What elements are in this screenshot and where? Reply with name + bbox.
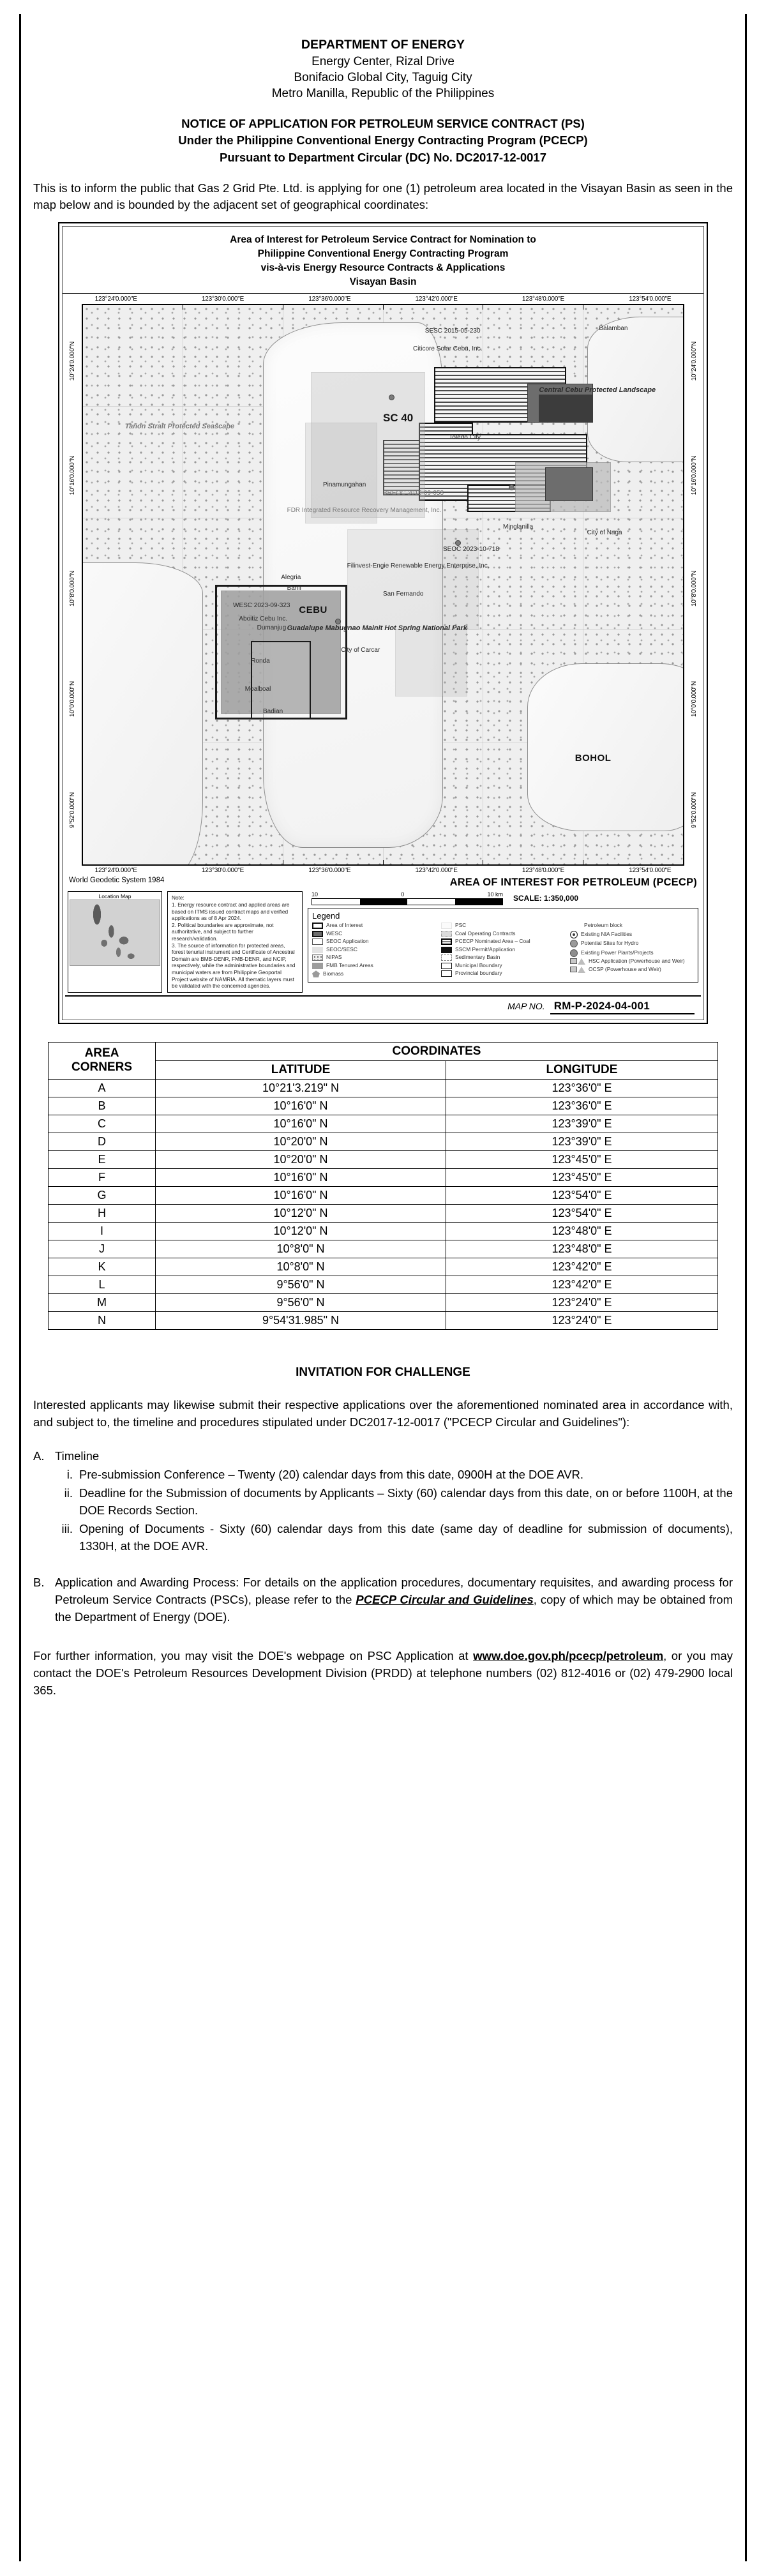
section-a-heading xyxy=(33,1447,733,1465)
section-b-text xyxy=(55,1574,733,1625)
legend-item xyxy=(570,949,694,957)
legend-label: Municipal Boundary xyxy=(455,961,502,968)
legend-item xyxy=(570,931,694,938)
legend-item xyxy=(570,958,694,965)
lon-tick: 123°24'0.000"E xyxy=(94,867,137,875)
cell-corner: D xyxy=(49,1133,156,1150)
letterhead xyxy=(33,37,733,102)
table-row xyxy=(49,1258,718,1276)
list-marker: iii. xyxy=(61,1521,73,1535)
pcecp-guidelines-link[interactable]: PCECP Circular and Guidelines xyxy=(356,1592,534,1606)
map-annotation-cebu: CEBU xyxy=(299,604,327,615)
legend-item xyxy=(441,938,565,945)
map-annotation: Guadalupe Mabugnao Mainit Hot Spring National Park xyxy=(287,624,467,632)
location-map xyxy=(68,891,162,993)
lon-tick: 123°48'0.000"E xyxy=(522,867,565,875)
list-item xyxy=(55,1520,733,1555)
municipal-boundary-swatch-icon xyxy=(441,963,452,969)
cell-longitude: 123°24'0" E xyxy=(446,1293,718,1311)
cell-latitude: 9°56'0" N xyxy=(156,1276,446,1293)
location-map-thumbnail xyxy=(70,900,160,966)
table-row xyxy=(49,1186,718,1204)
cell-longitude: 123°48'0" E xyxy=(446,1222,718,1240)
section-a-title: Timeline xyxy=(55,1449,100,1463)
cell-corner: G xyxy=(49,1186,156,1204)
cell-longitude: 123°42'0" E xyxy=(446,1258,718,1276)
lat-tick: 10°8'0.000"N xyxy=(690,570,698,606)
legend-item xyxy=(312,938,436,945)
notice-line-2: Under the Philippine Conventional Energy Contracting Program (PCECP) xyxy=(178,133,588,147)
map-latitude-axis-left xyxy=(63,304,82,866)
map-annotation: Moalboal xyxy=(244,685,271,693)
map-latitude-axis-right xyxy=(684,304,703,866)
cell-corner: A xyxy=(49,1079,156,1097)
map-annotation: Tañon Strait Protected Seascape xyxy=(124,423,235,431)
map-annotation: Balamban xyxy=(599,324,628,332)
pcecp-coal-swatch-icon xyxy=(441,938,452,945)
map-figure xyxy=(58,222,708,1024)
timeline-list xyxy=(55,1466,733,1555)
map-annotation: Citicore Solar Cebu, Inc. xyxy=(413,345,483,353)
header-corners: CORNERS xyxy=(71,1060,132,1074)
awarding-section xyxy=(33,1574,733,1625)
section-b-marker: B. xyxy=(33,1575,45,1589)
address-line-2: Bonifacio Global City, Taguig City xyxy=(294,70,472,84)
table-row xyxy=(49,1276,718,1293)
address-line-1: Energy Center, Rizal Drive xyxy=(312,54,454,68)
lon-tick: 123°42'0.000"E xyxy=(415,867,458,875)
scale-row xyxy=(308,891,698,905)
table-header-row xyxy=(49,1042,718,1060)
cell-longitude: 123°42'0" E xyxy=(446,1276,718,1293)
scalebar-left: 10 xyxy=(312,891,319,898)
facility-marker-icon xyxy=(509,485,514,490)
legend-item xyxy=(312,947,436,953)
sscm-swatch-icon xyxy=(441,947,452,953)
cell-latitude: 10°8'0" N xyxy=(156,1258,446,1276)
section-b-part1: Application and Awarding Process: For details on the application procedures, documentary requisites, and awarding process for Petroleum Service Contracts (PSCs), please refer to the xyxy=(55,1575,733,1606)
legend-label: Area of Interest xyxy=(326,922,363,929)
map-annotation: FDR Integrated Resource Recovery Management, Inc. xyxy=(287,506,442,514)
legend-column-3 xyxy=(570,923,694,979)
legend-label: FMB Tenured Areas xyxy=(326,961,373,968)
lat-tick: 9°52'0.000"N xyxy=(68,792,76,829)
legend-item xyxy=(312,963,436,969)
legend-label: PCECP Nominated Area – Coal xyxy=(455,938,530,945)
map-annotation: Minglanilla xyxy=(503,523,534,531)
map-annotation: BREOC 2015-09-058 xyxy=(383,490,444,497)
table-row xyxy=(49,1097,718,1115)
map-longitude-axis-bottom xyxy=(63,866,703,874)
legend-item xyxy=(441,970,565,977)
map-annotation-sc40: SC 40 xyxy=(383,411,414,424)
document-body xyxy=(19,0,747,1699)
coal-swatch-icon xyxy=(441,931,452,937)
list-text: Opening of Documents - Sixty (60) calendar days from this date (same day of deadline for submission of documents), 1330H, at the DOE AVR. xyxy=(79,1521,733,1553)
protected-area xyxy=(539,395,593,423)
legend-label: Provincial boundary xyxy=(455,970,502,977)
legend-item xyxy=(570,967,694,973)
legend-column-2 xyxy=(441,923,565,979)
map-annotation: Dumanjug xyxy=(257,624,287,631)
cell-corner: K xyxy=(49,1258,156,1276)
notice-line-3: Pursuant to Department Circular (DC) No. DC2017-12-0017 xyxy=(220,150,546,164)
map-canvas[interactable] xyxy=(82,304,684,866)
list-text: Pre-submission Conference – Twenty (20) calendar days from this date, 0900H at the DOE AVR. xyxy=(79,1467,584,1481)
legend-label: Petroleum block xyxy=(584,922,623,929)
timeline-section xyxy=(33,1447,733,1555)
legend-item xyxy=(312,970,436,977)
legend-item xyxy=(312,931,436,937)
area-of-interest-swatch-icon xyxy=(312,923,323,929)
cell-corner: H xyxy=(49,1204,156,1222)
address-line-3: Metro Manilla, Republic of the Philippines xyxy=(271,86,495,100)
lon-tick: 123°24'0.000"E xyxy=(94,296,137,303)
note-item: 3. The source of information for protected areas, forest tenurial instrument and Certificate of Ancestral Domain are BMB-DENR, FMB-DENR, and NCIP, respectively, while the administrative boundaries and municipal waters are from Philippine Geoportal Project website of NAMRIA. All thematic layers must be validated with the concerned agencies. xyxy=(172,942,296,990)
map-number-value: RM-P-2024-04-001 xyxy=(550,1000,695,1014)
lon-tick: 123°30'0.000"E xyxy=(201,867,244,875)
legend-label: PSC xyxy=(455,922,467,929)
legend-label: WESC xyxy=(326,930,343,937)
legend-label: Existing NIA Facilities xyxy=(581,930,633,937)
lat-tick: 9°52'0.000"N xyxy=(690,792,698,829)
cell-longitude: 123°39'0" E xyxy=(446,1115,718,1133)
cell-latitude: 10°20'0" N xyxy=(156,1133,446,1150)
footer-paragraph xyxy=(33,1647,733,1699)
scale-bar xyxy=(312,891,503,905)
legend-label: NIPAS xyxy=(326,954,342,961)
legend-item xyxy=(570,940,694,947)
cell-longitude: 123°45'0" E xyxy=(446,1150,718,1168)
axis-tick xyxy=(383,860,384,864)
legend-label: Biomass xyxy=(323,970,344,977)
list-item xyxy=(55,1484,733,1519)
scale-text: SCALE: 1:350,000 xyxy=(513,894,579,903)
legend-item xyxy=(441,923,565,929)
header-area-corners xyxy=(49,1042,156,1079)
map-annotation: Aboitiz Cebu Inc. xyxy=(239,615,287,623)
map-annotation: Badian xyxy=(263,708,283,716)
cell-latitude: 10°16'0" N xyxy=(156,1186,446,1204)
psc-swatch-icon xyxy=(441,923,452,929)
invitation-paragraph: Interested applicants may likewise submit their respective applications over the aforementioned nominated area in accordance with, and subject to, the timeline and procedures stipulated under DC2017-12-0017 ("PCECP Circular and Guidelines"): xyxy=(33,1397,733,1429)
cell-latitude: 9°56'0" N xyxy=(156,1293,446,1311)
scalebar-right: 10 km xyxy=(487,891,503,898)
map-legend-side xyxy=(308,891,698,993)
section-b-part2: , copy of which may be obtained from the Department of Energy (DOE). xyxy=(55,1592,733,1623)
map-annotation: Filinvest-Engie Renewable Energy Enterprise, Inc. xyxy=(347,562,490,570)
datum-and-title-row xyxy=(65,875,701,889)
facility-marker-icon xyxy=(335,619,341,624)
section-b-heading xyxy=(33,1574,733,1625)
lat-tick: 10°16'0.000"N xyxy=(690,456,698,495)
legend-item xyxy=(441,947,565,953)
map-annotation: City of Carcar xyxy=(341,646,380,654)
legend-title: Legend xyxy=(312,911,340,921)
cell-corner: L xyxy=(49,1276,156,1293)
lon-tick: 123°36'0.000"E xyxy=(308,296,351,303)
header-latitude: LATITUDE xyxy=(156,1060,446,1079)
nia-facility-circle-icon xyxy=(570,931,578,938)
map-title-line-3: vis-à-vis Energy Resource Contracts & Applications xyxy=(260,262,506,274)
legend-item xyxy=(441,931,565,937)
map-annotation: Ronda xyxy=(251,658,270,665)
scalebar-mid: 0 xyxy=(401,891,405,898)
lon-tick: 123°54'0.000"E xyxy=(629,296,672,303)
cell-latitude: 10°20'0" N xyxy=(156,1150,446,1168)
cell-latitude: 10°21'3.219" N xyxy=(156,1079,446,1097)
lat-tick: 10°24'0.000"N xyxy=(68,342,76,381)
seoc-area xyxy=(395,629,467,697)
table-row xyxy=(49,1168,718,1186)
legend-label: SEOC/SESC xyxy=(326,945,357,953)
map-annotation: WESC 2023-09-323 xyxy=(233,601,290,609)
lat-tick: 10°0'0.000"N xyxy=(68,681,76,718)
power-plant-circle-icon xyxy=(570,949,578,957)
table-row xyxy=(49,1079,718,1097)
map-number-label: MAP NO. xyxy=(507,1000,545,1011)
lon-tick: 123°54'0.000"E xyxy=(629,867,672,875)
lon-tick: 123°30'0.000"E xyxy=(201,296,244,303)
map-longitude-axis-top xyxy=(63,294,703,304)
legend-item xyxy=(312,923,436,929)
lon-tick: 123°48'0.000"E xyxy=(522,296,565,303)
ocsp-powerhouse-weir-icon xyxy=(570,967,585,973)
map-notes xyxy=(167,891,303,993)
cell-latitude: 9°54'31.985" N xyxy=(156,1311,446,1329)
note-item: 1. Energy resource contract and applied areas are based on ITMS issued contract maps and verified applications as of 8 Apr 2024. xyxy=(172,901,290,922)
cell-corner: B xyxy=(49,1097,156,1115)
cell-corner: F xyxy=(49,1168,156,1186)
negros-island xyxy=(82,562,203,866)
cell-latitude: 10°16'0" N xyxy=(156,1168,446,1186)
petroleum-block-swatch-icon xyxy=(570,923,581,929)
cell-latitude: 10°16'0" N xyxy=(156,1115,446,1133)
map-annotation: San Fernando xyxy=(383,591,424,598)
location-map-caption: Location Map xyxy=(98,893,131,900)
map-annotation: Toledo City xyxy=(449,433,481,441)
map-annotation-bohol: BOHOL xyxy=(574,753,612,764)
legend-item xyxy=(441,954,565,961)
map-title xyxy=(63,227,703,294)
legend-label: Potential Sites for Hydro xyxy=(581,940,639,947)
section-a-marker: A. xyxy=(33,1449,45,1463)
table-row xyxy=(49,1115,718,1133)
legend-box xyxy=(308,908,698,983)
seoc-swatch-icon xyxy=(312,938,323,945)
table-row xyxy=(49,1222,718,1240)
cell-corner: M xyxy=(49,1293,156,1311)
facility-marker-icon xyxy=(455,540,461,546)
legend-item xyxy=(312,954,436,961)
cell-longitude: 123°36'0" E xyxy=(446,1079,718,1097)
cell-longitude: 123°24'0" E xyxy=(446,1311,718,1329)
cell-corner: J xyxy=(49,1240,156,1258)
list-item xyxy=(55,1466,733,1483)
protected-area xyxy=(545,467,593,501)
intro-paragraph: This is to inform the public that Gas 2 Grid Pte. Ltd. is applying for one (1) petroleum area located in the Visayan Basin as seen in the map below and is bounded by the adjacent set of geographical coordinates: xyxy=(33,181,733,212)
notice-line-1: NOTICE OF APPLICATION FOR PETROLEUM SERVICE CONTRACT (PS) xyxy=(181,116,585,130)
coordinates-table xyxy=(48,1042,718,1330)
sedimentary-basin-swatch-icon xyxy=(441,954,452,961)
map-title-line-2: Philippine Conventional Energy Contracting Program xyxy=(257,248,509,260)
seoc-sesc-swatch-icon xyxy=(312,947,323,953)
axis-tick xyxy=(383,305,384,310)
scale-bar-graphic xyxy=(312,898,503,905)
provincial-boundary-swatch-icon xyxy=(441,970,452,977)
map-plot-area xyxy=(63,304,703,866)
table-row xyxy=(49,1150,718,1168)
bohol-island xyxy=(527,663,684,831)
legend-label: Coal Operating Contracts xyxy=(455,930,516,937)
cell-corner: I xyxy=(49,1222,156,1240)
notice-title xyxy=(33,116,733,166)
hsc-powerhouse-weir-icon xyxy=(570,958,585,965)
note-item: 2. Political boundaries are approximate, not authoritative, and subject to further research/validation. xyxy=(172,921,274,942)
cell-longitude: 123°45'0" E xyxy=(446,1168,718,1186)
fmb-swatch-icon xyxy=(312,963,323,969)
cell-latitude: 10°12'0" N xyxy=(156,1204,446,1222)
lat-tick: 10°24'0.000"N xyxy=(690,342,698,381)
list-text: Deadline for the Submission of documents by Applicants – Sixty (60) calendar days from this date, on or before 1100H, at the DOE Records Section. xyxy=(79,1486,733,1517)
cell-latitude: 10°12'0" N xyxy=(156,1222,446,1240)
map-annotation: Pinamungahan xyxy=(323,481,366,489)
cell-longitude: 123°54'0" E xyxy=(446,1204,718,1222)
table-row xyxy=(49,1311,718,1329)
map-datum: World Geodetic System 1984 xyxy=(69,877,165,885)
legend-item xyxy=(570,923,694,929)
cell-corner: C xyxy=(49,1115,156,1133)
header-coordinates: COORDINATES xyxy=(156,1042,718,1060)
footer-part2: , or you may contact the DOE's Petroleum Resources Development Division (PRDD) at telephone numbers (02) 812-4016 or (02) 479-2900 local 365. xyxy=(33,1648,733,1697)
cell-latitude: 10°8'0" N xyxy=(156,1240,446,1258)
cell-longitude: 123°54'0" E xyxy=(446,1186,718,1204)
legend-label: HSC Application (Powerhouse and Weir) xyxy=(589,958,685,965)
legend-label: SEOC Application xyxy=(326,938,369,945)
legend-label: Existing Power Plants/Projects xyxy=(581,949,654,956)
note-title: Note: xyxy=(172,894,184,901)
map-title-line-4: Visayan Basin xyxy=(349,276,417,288)
map-annotation: Central Cebu Protected Landscape xyxy=(539,386,656,395)
cell-latitude: 10°16'0" N xyxy=(156,1097,446,1115)
lat-tick: 10°0'0.000"N xyxy=(690,681,698,718)
header-longitude: LONGITUDE xyxy=(446,1060,718,1079)
table-row xyxy=(49,1204,718,1222)
map-annotation: City of Naga xyxy=(587,529,622,536)
map-annotation: Barili xyxy=(287,585,301,592)
wesc-swatch-icon xyxy=(312,931,323,937)
biomass-pentagon-icon xyxy=(312,970,320,977)
legend-label: SSCM Permit/Application xyxy=(455,945,516,953)
map-footer-columns xyxy=(65,891,701,993)
map-footer-title: AREA OF INTEREST FOR PETROLEUM (PCECP) xyxy=(449,877,697,889)
table-row xyxy=(49,1240,718,1258)
lon-tick: 123°36'0.000"E xyxy=(308,867,351,875)
header-area: AREA xyxy=(84,1046,119,1060)
map-number-bar xyxy=(65,995,701,1017)
legend-label: Sedimentary Basin xyxy=(455,954,500,961)
nipas-swatch-icon xyxy=(312,954,323,961)
cell-longitude: 123°36'0" E xyxy=(446,1097,718,1115)
list-marker: i. xyxy=(66,1467,73,1481)
lat-tick: 10°8'0.000"N xyxy=(68,570,76,606)
legend-label: OCSP (Powerhouse and Weir) xyxy=(589,965,661,972)
cell-corner: N xyxy=(49,1311,156,1329)
hydro-site-circle-icon xyxy=(570,940,578,947)
doe-website-link[interactable]: www.doe.gov.ph/pcecp/petroleum xyxy=(473,1648,664,1662)
map-annotation: SEOC 2023-10-718 xyxy=(443,545,499,553)
table-row xyxy=(49,1293,718,1311)
map-annotation: Alegria xyxy=(281,573,301,581)
legend-item xyxy=(441,963,565,969)
table-row xyxy=(49,1133,718,1150)
lon-tick: 123°42'0.000"E xyxy=(415,296,458,303)
map-footer xyxy=(63,874,703,1020)
cell-corner: E xyxy=(49,1150,156,1168)
map-annotation: SESC 2015-05-230 xyxy=(424,328,481,335)
legend-column-1 xyxy=(312,923,436,979)
invitation-title: INVITATION FOR CHALLENGE xyxy=(296,1365,470,1379)
list-marker: ii. xyxy=(64,1486,73,1500)
lat-tick: 10°16'0.000"N xyxy=(68,456,76,495)
map-frame xyxy=(62,226,704,1020)
cell-longitude: 123°39'0" E xyxy=(446,1133,718,1150)
map-title-line-1: Area of Interest for Petroleum Service Contract for Nomination to xyxy=(230,234,536,246)
department-name: DEPARTMENT OF ENERGY xyxy=(301,38,465,52)
footer-part1: For further information, you may visit the DOE's webpage on PSC Application at xyxy=(33,1648,474,1662)
cell-longitude: 123°48'0" E xyxy=(446,1240,718,1258)
